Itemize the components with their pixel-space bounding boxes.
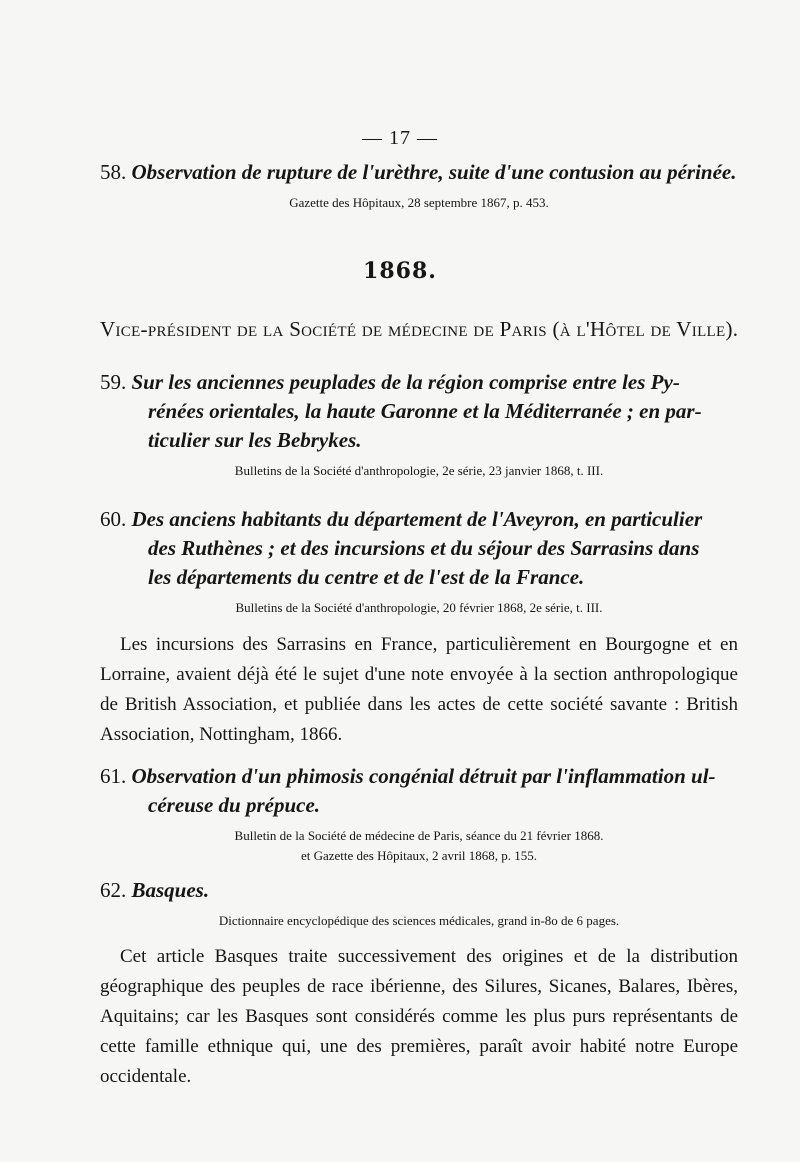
entry-title: 59. Sur les anciennes peuplades de la région comprise entre les Py- rénées orientales, la haute Garonne et la Méditerranée ; en par- ticulier sur les Bebrykes. [100, 370, 702, 452]
page-number: — 17 — [362, 127, 438, 149]
entry-reference: Dictionnaire encyclopédique des sciences médicales, grand in-8o de 6 pages. [218, 913, 620, 928]
entry-62 [100, 876, 738, 931]
entry-title: 58. Observation de rupture de l'urèthre, suite d'une contusion au périnée. [100, 160, 737, 184]
entry-reference: Gazette des Hôpitaux, 28 septembre 1867, p. 453. [289, 195, 549, 210]
paragraph: Cet article Basques traite successivement des origines et de la distribution géographique des peuples de race ibérienne, des Silures, Sicanes, Balares, Ibères, Aquitains; car les Basques sont considérés comme les plus purs représentants de cette famille ethnique qui, une des premières, paraît avoir habité notre Europe occidentale. [100, 946, 738, 1087]
entry-61 [100, 762, 738, 866]
paragraph: Les incursions des Sarrasins en France, particulièrement en Bourgogne et en Lorraine, avaient déjà été le sujet d'une note envoyée à la section anthropologique de British Association, et publiée dans les actes de cette société savante : British Association, Nottingham, 1866. [100, 634, 738, 745]
entry-reference: Bulletin de la Société de médecine de Paris, séance du 21 février 1868. et Gazette des Hôpitaux, 2 avril 1868, p. 155. [234, 828, 604, 863]
entry-title: 62. Basques. [100, 878, 210, 902]
entry-title: 60. Des anciens habitants du département de l'Aveyron, en particulier des Ruthènes ; et des incursions et du séjour des Sarrasins dans les départements du centre et de l'est de la France. [100, 507, 703, 589]
section-heading: Vice-président de la Société de médecine de Paris (à l'Hôtel de Ville). [100, 317, 739, 341]
entry-58 [100, 158, 738, 213]
entry-59 [100, 368, 738, 481]
year-heading: 1868. [363, 258, 437, 284]
entry-reference: Bulletins de la Société d'anthropologie, 20 février 1868, 2e série, t. III. [235, 600, 603, 615]
entry-60 [100, 505, 738, 618]
entry-reference: Bulletins de la Société d'anthropologie, 2e série, 23 janvier 1868, t. III. [234, 463, 604, 478]
entry-title: 61. Observation d'un phimosis congénial détruit par l'inflammation ul- céreuse du prépuce. [100, 764, 716, 817]
